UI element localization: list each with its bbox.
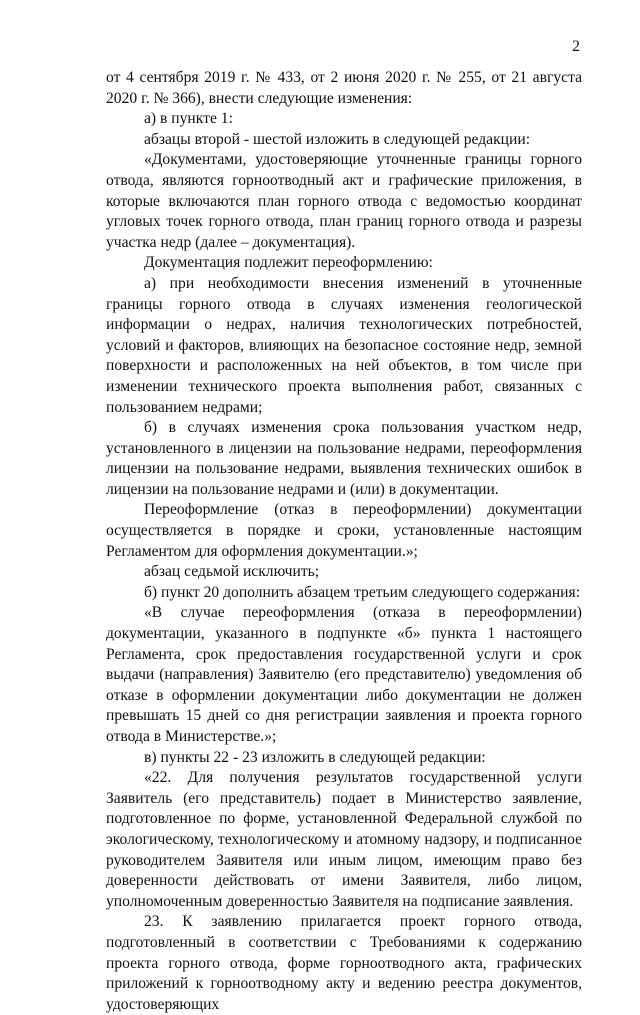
paragraph: в) пункты 22 - 23 изложить в следующей редакции: [144,748,486,766]
paragraph: а) при необходимости внесения изменений в уточненные границы горного отвода в случаях изменения геологической информации о недрах, наличия технологических потребностей, условий и факторов, влияющих на безопасное состояние недр, земной поверхности и расположенных на ней объектов, в том числе при изменении технического проекта выполнения работ, связанных с пользованием недрами; [106,274,582,416]
paragraph: Переоформление (отказ в переоформлении) документации осуществляется в порядке и сроки, установленные настоящим Регламентом для оформления документации.»; [106,501,582,560]
paragraph: 23. К заявлению прилагается проект горного отвода, подготовленный в соответствии с Требованиями к содержанию проекта горного отвода, форме горноотводного акта, графических приложений к горноотводному акту и ведению реестра документов, удостоверяющих [106,913,582,1013]
paragraph: «Документами, удостоверяющие уточненные границы горного отвода, являются горноотводный акт и графические приложения, в которые включаются план горного отвода с ведомостью координат угловых точек горного отвода, план границ горного отвода и разрезы участка недр (далее – документация). [106,151,582,251]
paragraph: абзацы второй - шестой изложить в следующей редакции: [144,130,531,148]
paragraph: Документация подлежит переоформлению: [144,254,433,272]
paragraph: «22. Для получения результатов государственной услуги Заявитель (его представитель) подает в Министерство заявление, подготовленное по форме, установленной Федеральной службой по экологическому, технологическому и атомному надзору, и подписанное руководителем Заявителя или иным лицом, имеющим право без доверенности действовать от имени Заявителя, либо лицом, уполномоченным доверенностью Заявителя на подписание заявления. [106,769,582,910]
paragraph: «В случае переоформления (отказа в переоформлении) документации, указанного в подпункте «б» пункта 1 настоящего Регламента, срок предоставления государственной услуги и срок выдачи (направления) Заявителю (его представителю) уведомления об отказе в оформлении документации либо документации не должен превышать 15 дней со дня регистрации заявления и проекта горного отвода в Министерстве.»; [106,604,582,745]
paragraph: от 4 сентября 2019 г. № 433, от 2 июня 2020 г. № 255, от 21 августа 2020 г. № 366), внести следующие изменения: [106,69,582,107]
document-body [106,68,582,1015]
paragraph: абзац седьмой исключить; [144,563,320,581]
paragraph: а) в пункте 1: [144,110,233,128]
paragraph: б) пункт 20 дополнить абзацем третьим следующего содержания: [144,583,581,601]
paragraph: б) в случаях изменения срока пользования участком недр, установленного в лицензии на пользование недрами, переоформления лицензии на пользование недрами, выявления технических ошибок в лицензии на пользование недрами и (или) в документации. [106,419,582,498]
page-number: 2 [572,38,580,55]
